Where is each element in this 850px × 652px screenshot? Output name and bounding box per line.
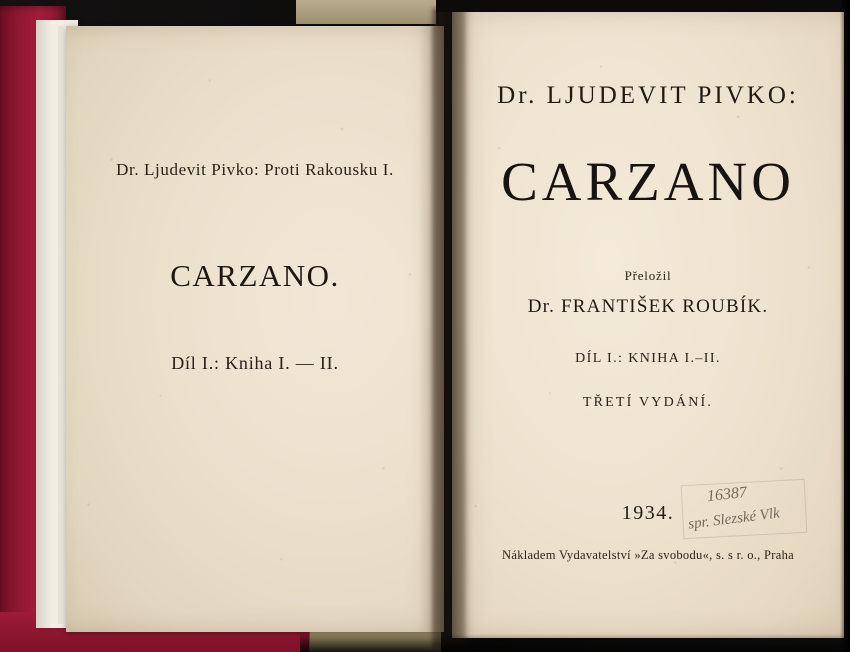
left-title: CARZANO. <box>170 258 340 293</box>
pencil-handwritten-note: spr. Slezské Vlk <box>687 505 781 533</box>
paper-foxing-texture-left <box>66 26 444 632</box>
bottom-vignette <box>300 634 850 652</box>
book-cloth-top-strip <box>296 0 436 24</box>
book-gutter-shadow <box>432 8 466 648</box>
left-half-title-page <box>66 26 444 632</box>
title-page-author: Dr. LJUDEVIT PIVKO: <box>497 82 799 109</box>
title-page-translated-label: Přeložil <box>624 268 672 283</box>
title-page-edition: TŘETÍ VYDÁNÍ. <box>582 395 714 410</box>
left-part-line: Díl I.: Kniha I. — II. <box>171 353 339 373</box>
title-page-year: 1934. <box>621 502 675 524</box>
right-title-page <box>452 10 844 638</box>
top-dark-band <box>436 0 850 12</box>
pencil-inventory-number: 16387 <box>706 483 748 506</box>
title-page-part-line: DÍL I.: KNIHA I.–II. <box>575 351 721 366</box>
right-edge-vignette <box>840 0 850 652</box>
left-series-line: Dr. Ljudevit Pivko: Proti Rakousku I. <box>116 160 394 179</box>
title-page-title: CARZANO <box>501 151 795 212</box>
title-page-translator: Dr. FRANTIŠEK ROUBÍK. <box>527 296 769 317</box>
title-page-publisher: Nákladem Vydavatelství »Za svobodu«, s. s r. o., Praha <box>502 548 794 562</box>
